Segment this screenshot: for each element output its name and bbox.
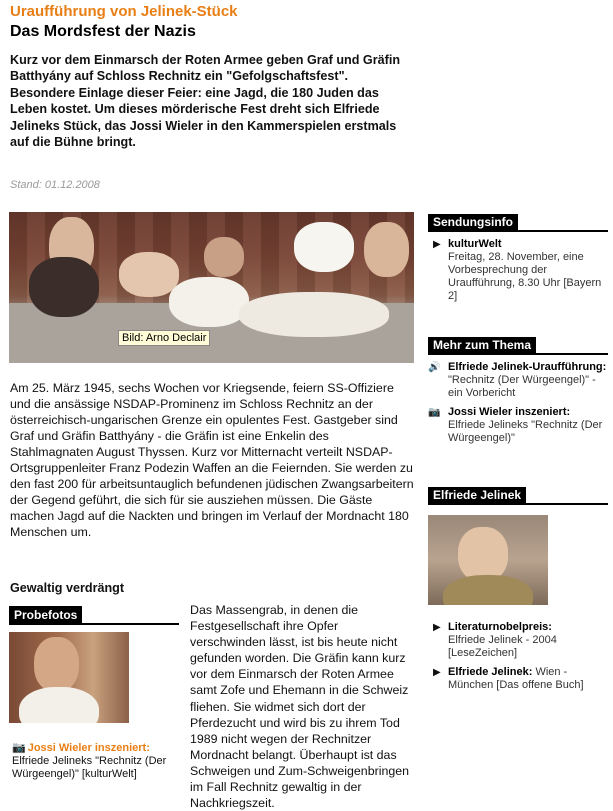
- probefotos-box: [9, 606, 179, 780]
- elfriede-jelinek-item[interactable]: [428, 621, 608, 660]
- mehr-zum-thema-item-text: Elfriede Jelineks "Rechnitz (Der Würgeengel)": [448, 419, 603, 444]
- elfriede-jelinek-item-title[interactable]: Elfriede Jelinek:: [448, 666, 533, 678]
- sendungsinfo-item-title[interactable]: kulturWelt: [448, 238, 502, 250]
- mehr-zum-thema-title: Mehr zum Thema: [428, 337, 536, 354]
- mehr-zum-thema-item[interactable]: [428, 406, 608, 445]
- probefotos-title: Probefotos: [9, 606, 82, 624]
- article-photo: [9, 212, 414, 363]
- probefotos-thumbnail[interactable]: [9, 632, 129, 723]
- triangle-bullet-icon: ▶: [433, 239, 441, 250]
- elfriede-jelinek-item[interactable]: [428, 666, 608, 692]
- elfriede-jelinek-item-text: Wien - München [Das offene Buch]: [448, 666, 584, 691]
- elfriede-jelinek-title: Elfriede Jelinek: [428, 487, 526, 504]
- article-body-part1: Am 25. März 1945, sechs Wochen vor Kriegsende, feiern SS-Offiziere und die ansässige NSDAP-Prominenz im Schloss Rechnitz an der österreichisch-ungarischen Grenze ein opulentes Fest. Gastgeber sind Graf und Gräfin Batthyány - die Gräfin ist eine Enkelin des Stahlmagnaten August Thyssen. Kurz vor Mitternacht verteilt NSDAP-Ortsgruppenleiter Franz Podezin Waffen an die Feiernden. Sie werden zu den fast 200 für arbeitsuntauglich befundenen jüdischen Zwangsarbeitern der Gegend geführt, die sich für sie ausziehen müssen. Die Gäste machen Jagd auf die Nackten und bringen im Verlauf der Mordnacht 180 Menschen um.: [10, 381, 414, 539]
- mehr-zum-thema-box: [428, 337, 608, 445]
- elfriede-jelinek-portrait: [428, 515, 548, 605]
- camera-icon: 📷: [428, 407, 441, 418]
- triangle-bullet-icon: ▶: [433, 622, 441, 633]
- sendungsinfo-box: [428, 214, 608, 303]
- article-body-part2: Das Massengrab, in denen die Festgesellschaft ihre Opfer verschwinden lässt, ist bis heute nicht gefunden worden. Die Gräfin kann kurz vor dem Einmarsch der Roten Armee samt Zofe und Ehemann in die Schweiz fliehen. Sie widmet sich dort der Pferdezucht und wird bis zu ihrem Tod 1989 nicht wegen der Rechnitzer Mordnacht belangt. Überhaupt ist das Schweigen und Zum-Schweigenbringen im Fall Rechnitz gewaltig in der Nachkriegszeit.: [190, 603, 410, 811]
- mehr-zum-thema-item[interactable]: [428, 361, 608, 400]
- camera-icon: 📷: [12, 742, 26, 754]
- probefotos-caption-title[interactable]: Jossi Wieler inszeniert:: [27, 742, 150, 754]
- mehr-zum-thema-item-title[interactable]: Elfriede Jelinek-Uraufführung:: [448, 361, 607, 373]
- photo-credit: Bild: Arno Declair: [118, 330, 210, 346]
- triangle-bullet-icon: ▶: [433, 667, 441, 678]
- elfriede-jelinek-box: [428, 487, 608, 692]
- probefotos-caption-text: Elfriede Jelineks "Rechnitz (Der Würgeengel)" [kulturWelt]: [12, 755, 167, 780]
- mehr-zum-thema-item-text: "Rechnitz (Der Würgeengel)" - ein Vorbericht: [448, 374, 596, 399]
- probefotos-caption[interactable]: [12, 742, 177, 781]
- article-headline: Das Mordsfest der Nazis: [10, 23, 196, 40]
- article-date: Stand: 01.12.2008: [10, 179, 100, 191]
- sendungsinfo-item-text: Freitag, 28. November, eine Vorbesprechung der Uraufführung, 8.30 Uhr [Bayern 2]: [448, 251, 602, 302]
- article-lead: Kurz vor dem Einmarsch der Roten Armee geben Graf und Gräfin Batthyány auf Schloss Rechnitz ein "Gefolgschaftsfest". Besondere Einlage dieser Feier: eine Jagd, die 180 Juden das Leben kostet. Um dieses mörderische Fest dreht sich Elfriede Jelineks Stück, das Jossi Wieler in den Kammerspielen erstmals auf die Bühne bringt.: [10, 53, 401, 150]
- sendungsinfo-item[interactable]: [428, 238, 608, 303]
- elfriede-jelinek-item-text: Elfriede Jelinek - 2004 [LeseZeichen]: [448, 634, 557, 659]
- elfriede-jelinek-item-title[interactable]: Literaturnobelpreis:: [448, 621, 552, 633]
- article-kicker: Uraufführung von Jelinek-Stück: [10, 3, 238, 20]
- audio-icon: 🔊: [428, 362, 441, 373]
- article-subheading: Gewaltig verdrängt: [10, 581, 125, 595]
- mehr-zum-thema-item-title[interactable]: Jossi Wieler inszeniert:: [448, 406, 571, 418]
- sendungsinfo-title: Sendungsinfo: [428, 214, 518, 231]
